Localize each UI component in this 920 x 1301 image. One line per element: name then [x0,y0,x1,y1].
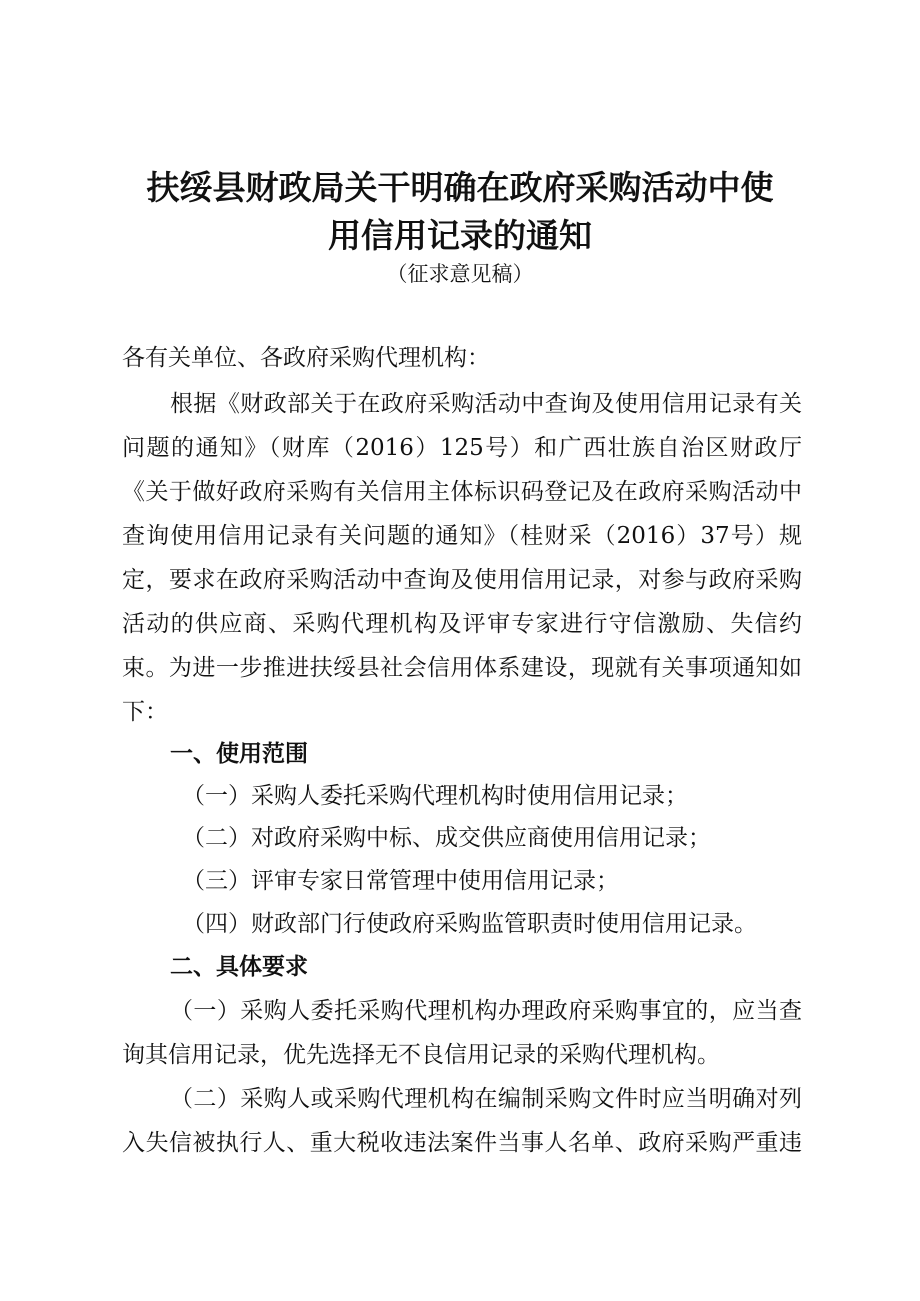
list-item: （二）对政府采购中标、成交供应商使用信用记录； [182,825,711,851]
document-title-line-1: 扶绥县财政局关干明确在政府采购活动中使 [146,168,774,207]
document-title-line-2: 用信用记录的通知 [328,216,592,255]
intro-line: 活动的供应商、采购代理机构及评审专家进行守信激励、失信约 [122,611,802,637]
intro-line: 定，要求在政府采购活动中查询及使用信用记录，对参与政府采购 [122,567,802,593]
intro-line: 查询使用信用记录有关问题的通知》（桂财采（2016）37号）规 [122,523,802,549]
salutation: 各有关单位、各政府采购代理机构： [122,345,490,371]
section-heading: 一、使用范围 [170,741,308,767]
paragraph-line: 询其信用记录，优先选择无不良信用记录的采购代理机构。 [122,1042,720,1068]
intro-line: 问题的通知》（财库（2016）125号）和广西壮族自治区财政厅 [122,435,802,461]
paragraph-line: （一）采购人委托采购代理机构办理政府采购事宜的，应当查 [170,998,802,1024]
list-item: （三）评审专家日常管理中使用信用记录； [182,868,619,894]
list-item: （一）采购人委托采购代理机构时使用信用记录； [182,783,688,809]
intro-line: 下： [122,699,168,725]
paragraph-line: 入失信被执行人、重大税收违法案件当事人名单、政府采购严重违 [122,1130,802,1156]
section-heading: 二、具体要求 [170,954,308,980]
list-item: （四）财政部门行使政府采购监管职责时使用信用记录。 [182,911,757,937]
intro-line: 束。为进一步推进扶绥县社会信用体系建设，现就有关事项通知如 [122,655,802,681]
paragraph-line: （二）采购人或采购代理机构在编制采购文件时应当明确对列 [170,1086,802,1112]
document-subtitle: （征求意见稿） [386,262,534,286]
intro-line: 根据《财政部关于在政府采购活动中查询及使用信用记录有关 [170,391,802,417]
intro-line: 《关于做好政府采购有关信用主体标识码登记及在政府采购活动中 [122,479,802,505]
